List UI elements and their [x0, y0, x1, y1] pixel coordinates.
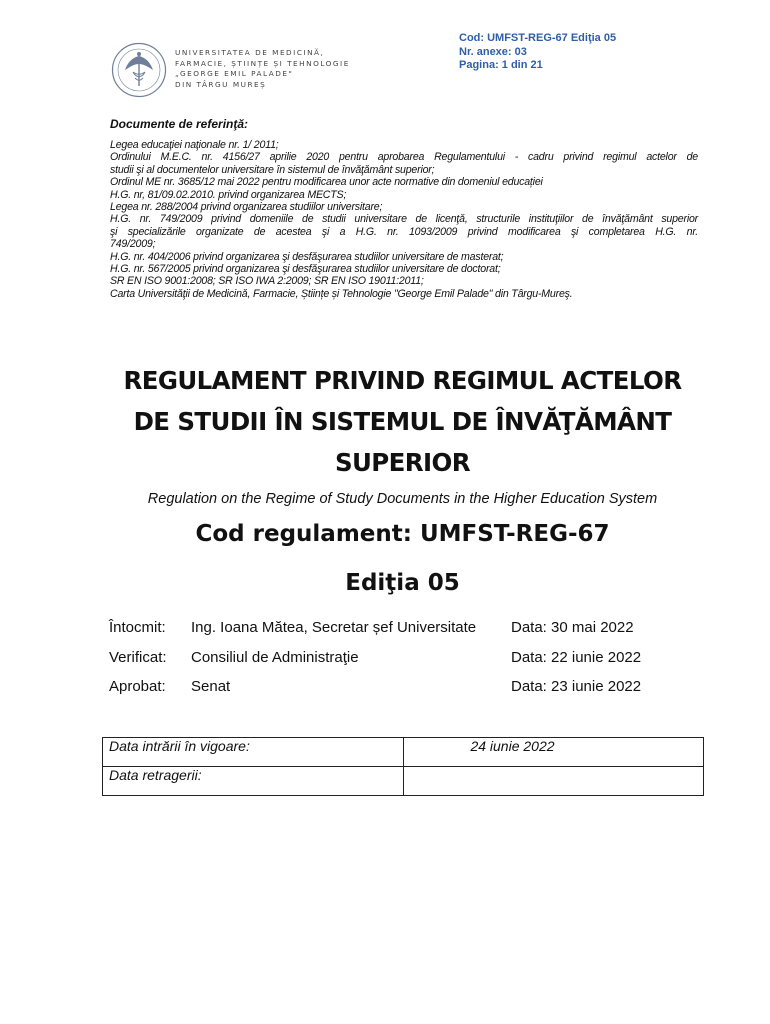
reference-line: H.G. nr. 749/2009 privind domeniile de studii universitare de licenţă, structurile instituţiilor de învăţământ superior — [110, 213, 698, 226]
university-name-line: FARMACIE, ȘTIINȚE ȘI TEHNOLOGIE — [175, 58, 350, 68]
english-subtitle: Regulation on the Regime of Study Documents in the Higher Education System — [147, 491, 658, 507]
university-name-line: DIN TÂRGU MUREȘ — [175, 79, 267, 89]
table-row — [103, 767, 704, 796]
approval-name: Ing. Ioana Mătea, Secretar șef Universitate — [191, 619, 477, 636]
effective-date-value: 24 iunie 2022 — [404, 738, 704, 767]
reference-line: Legea educaţiei naţionale nr. 1/ 2011; — [110, 139, 279, 151]
regulation-edition: Ediţia 05 — [345, 570, 460, 596]
approval-row — [109, 619, 709, 649]
approval-date: Data: 22 iunie 2022 — [511, 648, 642, 666]
status-table — [102, 737, 704, 796]
title-line: REGULAMENT PRIVIND REGIMUL ACTELOR — [123, 366, 682, 395]
reference-line: Legea nr. 288/2004 privind organizarea studiilor universitare; — [110, 201, 383, 214]
approval-name: Consiliul de Administraţie — [191, 648, 359, 666]
references-title: Documente de referinţă: — [110, 117, 249, 131]
approval-name: Senat — [191, 678, 231, 695]
university-name-line: „GEORGE EMIL PALADE" — [175, 69, 294, 79]
regulation-title — [100, 360, 705, 483]
approval-date: Data: 23 iunie 2022 — [511, 678, 642, 695]
title-line: SUPERIOR — [334, 448, 471, 477]
university-name-line: UNIVERSITATEA DE MEDICINĂ, — [175, 48, 325, 57]
approval-date: Data: 30 mai 2022 — [511, 619, 634, 636]
reference-line: H.G. nr. 404/2006 privind organizarea şi desfăşurarea studiilor universitare de masterat; — [110, 250, 504, 263]
reference-line: studii şi al documentelor universitare în sistemul de învăţământ superior; — [110, 163, 435, 176]
approvals-list — [109, 619, 709, 708]
approval-row — [109, 678, 709, 708]
approval-role: Aprobat: — [109, 678, 166, 695]
table-row — [103, 738, 704, 767]
reference-line: SR EN ISO 9001:2008; SR ISO IWA 2:2009; SR EN ISO 19011:2011; — [110, 275, 424, 288]
reference-line: Carta Universităţii de Medicină, Farmacie, Științe și Tehnologie "George Emil Palade" din Târgu-Mureş. — [110, 287, 573, 300]
reference-line: H.G. nr. 567/2005 privind organizarea şi desfăşurarea studiilor universitare de doctorat; — [110, 263, 501, 276]
references-list — [110, 139, 698, 300]
regulation-code: Cod regulament: UMFST-REG-67 — [195, 521, 610, 547]
university-name — [175, 48, 350, 90]
page-number: Pagina: 1 din 21 — [459, 59, 543, 71]
document-meta — [459, 32, 616, 73]
reference-line: 749/2009; — [110, 238, 156, 251]
annexes-count: Nr. anexe: 03 — [459, 45, 527, 58]
reference-line: Ordinul ME nr. 3685/12 mai 2022 pentru modificarea unor acte normative din domeniul educației — [110, 176, 543, 189]
withdrawal-date-label: Data retragerii: — [103, 767, 404, 796]
reference-line: şi specializările organizate de acestea şi a H.G. nr. 1093/2009 privind modificarea şi completarea H.G. nr. — [110, 225, 698, 238]
approval-role: Întocmit: — [109, 619, 166, 636]
title-line: DE STUDII ÎN SISTEMUL DE ÎNVĂŢĂMÂNT — [133, 407, 672, 436]
withdrawal-date-value — [404, 767, 704, 796]
university-seal-logo — [111, 42, 167, 98]
approval-row — [109, 649, 709, 679]
document-code-line: Cod: UMFST-REG-67 Ediţia 05 — [459, 32, 617, 44]
reference-line: Ordinului M.E.C. nr. 4156/27 aprilie 2020 pentru aprobarea Regulamentului - cadru privind regimul actelor de — [110, 151, 698, 164]
approval-role: Verificat: — [109, 648, 167, 666]
effective-date-label: Data intrării în vigoare: — [103, 738, 404, 767]
reference-line: H.G. nr, 81/09.02.2010. privind organizarea MECTS; — [110, 188, 347, 201]
